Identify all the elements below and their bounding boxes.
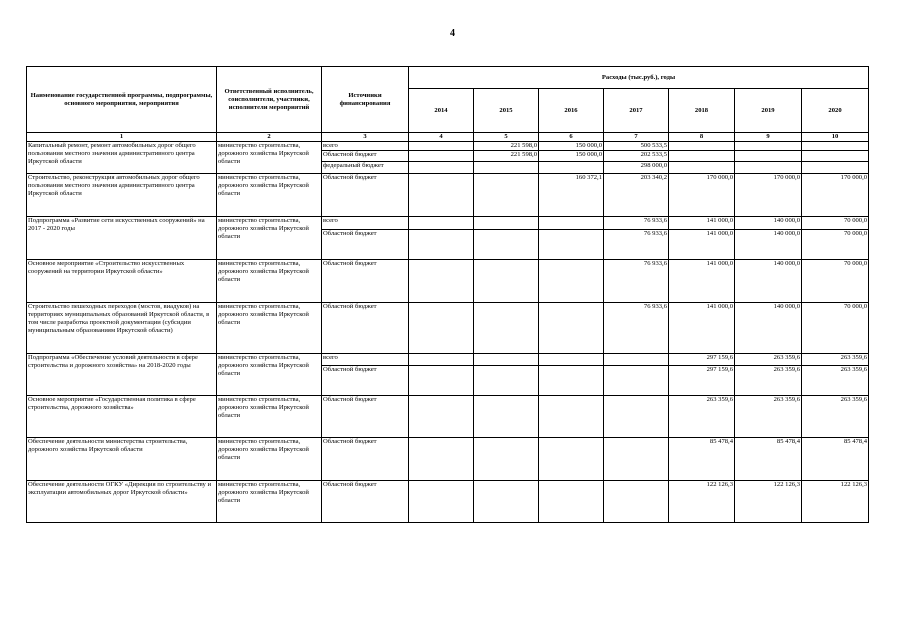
amount-cell: 298 000,0 bbox=[604, 162, 669, 174]
amount-cell bbox=[802, 142, 869, 151]
amount-cell: 85 478,4 bbox=[735, 438, 802, 481]
amount-cell bbox=[474, 354, 539, 366]
amount-cell bbox=[474, 217, 539, 230]
column-number: 7 bbox=[604, 133, 669, 142]
executor-cell: министерство строительства, дорожного хозяйства Иркутской области bbox=[217, 481, 322, 523]
header-expenses: Расходы (тыс.руб.), годы bbox=[409, 67, 869, 89]
amount-cell bbox=[539, 303, 604, 354]
amount-cell bbox=[539, 217, 604, 230]
amount-cell bbox=[474, 260, 539, 303]
funding-source-cell: Областной бюджет bbox=[322, 438, 409, 481]
amount-cell bbox=[409, 260, 474, 303]
amount-cell bbox=[735, 162, 802, 174]
amount-cell: 263 359,6 bbox=[735, 396, 802, 438]
amount-cell bbox=[539, 162, 604, 174]
amount-cell bbox=[604, 438, 669, 481]
header-year: 2015 bbox=[474, 89, 539, 133]
funding-source-cell: всего bbox=[322, 217, 409, 230]
amount-cell bbox=[409, 438, 474, 481]
amount-cell bbox=[604, 354, 669, 366]
funding-source-cell: всего bbox=[322, 142, 409, 151]
table-row bbox=[27, 396, 869, 438]
amount-cell bbox=[474, 230, 539, 260]
table-row bbox=[27, 481, 869, 523]
amount-cell: 170 000,0 bbox=[669, 174, 735, 217]
amount-cell bbox=[539, 260, 604, 303]
amount-cell bbox=[539, 230, 604, 260]
column-number: 8 bbox=[669, 133, 735, 142]
amount-cell bbox=[604, 396, 669, 438]
amount-cell bbox=[604, 481, 669, 523]
amount-cell: 221 598,0 bbox=[474, 151, 539, 162]
column-number: 4 bbox=[409, 133, 474, 142]
executor-cell: министерство строительства, дорожного хозяйства Иркутской области bbox=[217, 438, 322, 481]
funding-source-cell: Областной бюджет bbox=[322, 303, 409, 354]
funding-source-cell: Областной бюджет bbox=[322, 230, 409, 260]
amount-cell bbox=[474, 366, 539, 396]
header-year: 2014 bbox=[409, 89, 474, 133]
amount-cell bbox=[409, 217, 474, 230]
amount-cell: 85 478,4 bbox=[802, 438, 869, 481]
amount-cell bbox=[409, 174, 474, 217]
amount-cell: 122 126,3 bbox=[735, 481, 802, 523]
amount-cell: 263 359,6 bbox=[735, 366, 802, 396]
amount-cell: 500 533,5 bbox=[604, 142, 669, 151]
amount-cell bbox=[735, 142, 802, 151]
amount-cell bbox=[669, 162, 735, 174]
table-row bbox=[27, 303, 869, 354]
program-name-cell: Подпрограмма «Развитие сети искусственных сооружений» на 2017 - 2020 годы bbox=[27, 217, 217, 260]
table-row bbox=[27, 174, 869, 217]
table-row bbox=[27, 438, 869, 481]
amount-cell: 150 000,0 bbox=[539, 142, 604, 151]
amount-cell: 203 340,2 bbox=[604, 174, 669, 217]
executor-cell: министерство строительства, дорожного хозяйства Иркутской области bbox=[217, 217, 322, 260]
amount-cell bbox=[474, 396, 539, 438]
amount-cell bbox=[474, 481, 539, 523]
amount-cell bbox=[409, 481, 474, 523]
column-number: 5 bbox=[474, 133, 539, 142]
amount-cell: 76 933,6 bbox=[604, 217, 669, 230]
funding-source-cell: Областной бюджет bbox=[322, 481, 409, 523]
amount-cell: 140 000,0 bbox=[735, 260, 802, 303]
header-year: 2016 bbox=[539, 89, 604, 133]
table-body bbox=[27, 142, 869, 523]
funding-source-cell: Областной бюджет bbox=[322, 260, 409, 303]
header-source: Источники финансирования bbox=[322, 67, 409, 133]
table-row bbox=[27, 217, 869, 230]
funding-source-cell: Областной бюджет bbox=[322, 151, 409, 162]
header-year: 2018 bbox=[669, 89, 735, 133]
amount-cell: 141 000,0 bbox=[669, 230, 735, 260]
executor-cell: министерство строительства, дорожного хозяйства Иркутской области bbox=[217, 303, 322, 354]
executor-cell: министерство строительства, дорожного хозяйства Иркутской области bbox=[217, 174, 322, 217]
column-number: 3 bbox=[322, 133, 409, 142]
amount-cell bbox=[409, 151, 474, 162]
program-name-cell: Обеспечение деятельности ОГКУ «Дирекция по строительству и эксплуатации автомобильных дорог Иркутской области» bbox=[27, 481, 217, 523]
amount-cell: 122 126,3 bbox=[802, 481, 869, 523]
amount-cell: 76 933,6 bbox=[604, 303, 669, 354]
amount-cell bbox=[474, 303, 539, 354]
header-year: 2019 bbox=[735, 89, 802, 133]
amount-cell: 140 000,0 bbox=[735, 217, 802, 230]
amount-cell: 170 000,0 bbox=[735, 174, 802, 217]
amount-cell bbox=[802, 151, 869, 162]
executor-cell: министерство строительства, дорожного хозяйства Иркутской области bbox=[217, 260, 322, 303]
executor-cell: министерство строительства, дорожного хозяйства Иркутской области bbox=[217, 396, 322, 438]
amount-cell: 202 533,5 bbox=[604, 151, 669, 162]
amount-cell bbox=[409, 354, 474, 366]
program-name-cell: Обеспечение деятельности министерства строительства, дорожного хозяйства Иркутской области bbox=[27, 438, 217, 481]
amount-cell bbox=[604, 366, 669, 396]
program-name-cell: Подпрограмма «Обеспечение условий деятельности в сфере строительства и дорожного хозяйства» на 2018-2020 годы bbox=[27, 354, 217, 396]
amount-cell: 263 359,6 bbox=[802, 396, 869, 438]
amount-cell bbox=[735, 151, 802, 162]
amount-cell bbox=[539, 396, 604, 438]
amount-cell: 70 000,0 bbox=[802, 217, 869, 230]
column-number: 6 bbox=[539, 133, 604, 142]
amount-cell: 141 000,0 bbox=[669, 260, 735, 303]
amount-cell: 263 359,6 bbox=[802, 366, 869, 396]
amount-cell bbox=[409, 230, 474, 260]
column-number: 10 bbox=[802, 133, 869, 142]
amount-cell bbox=[409, 142, 474, 151]
amount-cell bbox=[539, 438, 604, 481]
amount-cell bbox=[474, 438, 539, 481]
amount-cell: 76 933,6 bbox=[604, 260, 669, 303]
amount-cell bbox=[669, 142, 735, 151]
amount-cell: 160 372,1 bbox=[539, 174, 604, 217]
amount-cell: 141 000,0 bbox=[669, 217, 735, 230]
amount-cell: 122 126,3 bbox=[669, 481, 735, 523]
amount-cell: 70 000,0 bbox=[802, 260, 869, 303]
funding-source-cell: всего bbox=[322, 354, 409, 366]
program-name-cell: Основное мероприятие «Строительство искусственных сооружений на территории Иркутской области» bbox=[27, 260, 217, 303]
funding-source-cell: Областной бюджет bbox=[322, 396, 409, 438]
amount-cell: 297 159,6 bbox=[669, 354, 735, 366]
amount-cell bbox=[539, 354, 604, 366]
amount-cell bbox=[802, 162, 869, 174]
header-year: 2020 bbox=[802, 89, 869, 133]
amount-cell: 141 000,0 bbox=[669, 303, 735, 354]
table-row bbox=[27, 142, 869, 151]
header-year: 2017 bbox=[604, 89, 669, 133]
amount-cell: 70 000,0 bbox=[802, 230, 869, 260]
column-number: 2 bbox=[217, 133, 322, 142]
column-number: 9 bbox=[735, 133, 802, 142]
amount-cell: 85 478,4 bbox=[669, 438, 735, 481]
amount-cell bbox=[409, 396, 474, 438]
amount-cell: 140 000,0 bbox=[735, 303, 802, 354]
funding-source-cell: Областной бюджет bbox=[322, 366, 409, 396]
amount-cell bbox=[539, 366, 604, 396]
amount-cell: 76 933,6 bbox=[604, 230, 669, 260]
amount-cell bbox=[409, 366, 474, 396]
amount-cell bbox=[409, 162, 474, 174]
program-name-cell: Строительство, реконструкция автомобильных дорог общего пользования местного значения административного центра Иркутской области bbox=[27, 174, 217, 217]
column-number: 1 bbox=[27, 133, 217, 142]
header-executor: Ответственный исполнитель, соисполнители, участники, исполнители мероприятий bbox=[217, 67, 322, 133]
amount-cell: 221 598,0 bbox=[474, 142, 539, 151]
amount-cell bbox=[474, 174, 539, 217]
amount-cell: 297 159,6 bbox=[669, 366, 735, 396]
funding-source-cell: федеральный бюджет bbox=[322, 162, 409, 174]
funding-source-cell: Областной бюджет bbox=[322, 174, 409, 217]
program-name-cell: Основное мероприятие «Государственная политика в сфере строительства, дорожного хозяйства» bbox=[27, 396, 217, 438]
executor-cell: министерство строительства, дорожного хозяйства Иркутской области bbox=[217, 354, 322, 396]
amount-cell: 150 000,0 bbox=[539, 151, 604, 162]
amount-cell: 263 359,6 bbox=[669, 396, 735, 438]
header-program: Наименование государственной программы, подпрограммы, основного мероприятия, мероприятия bbox=[27, 67, 217, 133]
amount-cell bbox=[539, 481, 604, 523]
amount-cell: 263 359,6 bbox=[802, 354, 869, 366]
amount-cell bbox=[409, 303, 474, 354]
program-name-cell: Строительство пешеходных переходов (мостов, виадуков) на территориях муниципальных образований Иркутской области, в том числе разработка проектной документации (субсидии муниципальным образованиям Иркутской области) bbox=[27, 303, 217, 354]
amount-cell: 263 359,6 bbox=[735, 354, 802, 366]
page-number: 4 bbox=[450, 28, 455, 39]
amount-cell bbox=[474, 162, 539, 174]
table-row bbox=[27, 260, 869, 303]
amount-cell: 170 000,0 bbox=[802, 174, 869, 217]
table-row bbox=[27, 354, 869, 366]
amount-cell: 70 000,0 bbox=[802, 303, 869, 354]
executor-cell: министерство строительства, дорожного хозяйства Иркутской области bbox=[217, 142, 322, 174]
program-name-cell: Капитальный ремонт, ремонт автомобильных дорог общего пользования местного значения административного центра Иркутской области bbox=[27, 142, 217, 174]
amount-cell: 140 000,0 bbox=[735, 230, 802, 260]
budget-table bbox=[26, 66, 869, 523]
amount-cell bbox=[669, 151, 735, 162]
